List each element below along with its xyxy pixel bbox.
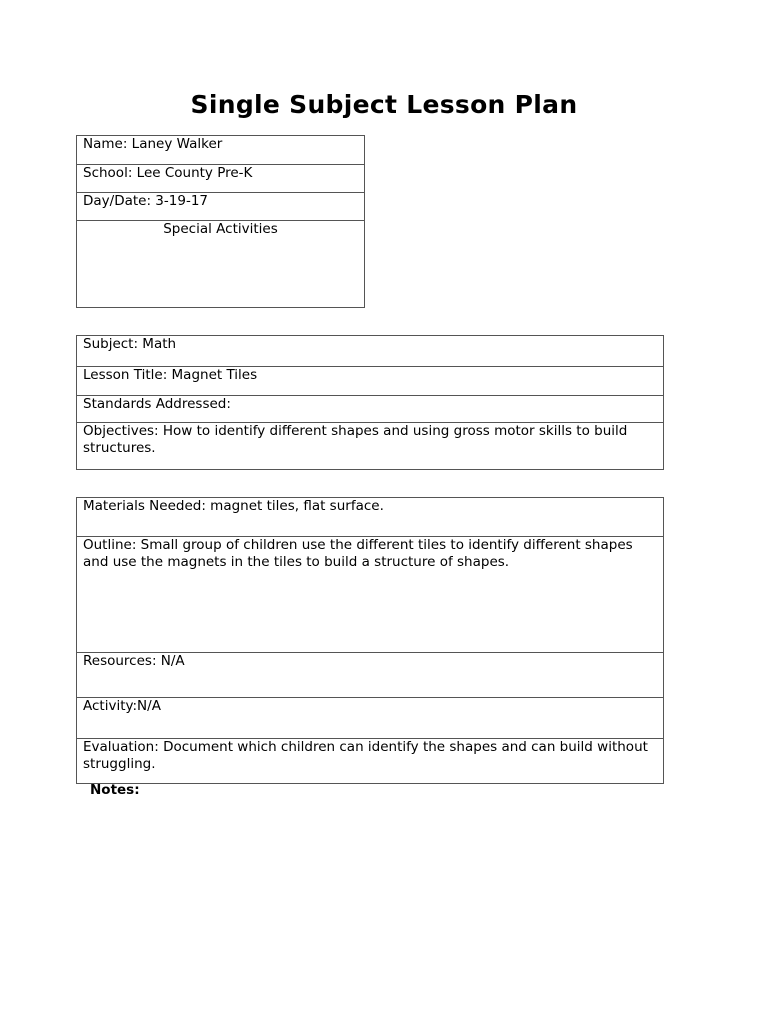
- activity-cell: Activity:N/A: [77, 698, 664, 739]
- subject-table: [76, 335, 664, 470]
- lesson-title-cell: Lesson Title: Magnet Tiles: [77, 367, 664, 396]
- notes-label: Notes:: [90, 782, 140, 798]
- standards-cell: Standards Addressed:: [77, 396, 664, 423]
- day-date-cell: Day/Date: 3-19-17: [77, 193, 365, 221]
- objectives-cell: Objectives: How to identify different shapes and using gross motor skills to build structures.: [77, 423, 664, 470]
- page-title: Single Subject Lesson Plan: [190, 90, 578, 119]
- resources-cell: Resources: N/A: [77, 653, 664, 698]
- subject-cell: Subject: Math: [77, 336, 664, 367]
- outline-cell: Outline: Small group of children use the different tiles to identify different shapes and use the magnets in the tiles to build a structure of shapes.: [77, 537, 664, 653]
- materials-cell: Materials Needed: magnet tiles, flat surface.: [77, 498, 664, 537]
- name-cell: Name: Laney Walker: [77, 136, 365, 165]
- header-info-table: [76, 135, 365, 308]
- school-cell: School: Lee County Pre-K: [77, 165, 365, 193]
- special-activities-cell: Special Activities: [77, 221, 365, 308]
- evaluation-cell: Evaluation: Document which children can identify the shapes and can build without struggling.: [77, 739, 664, 784]
- details-table: [76, 497, 664, 784]
